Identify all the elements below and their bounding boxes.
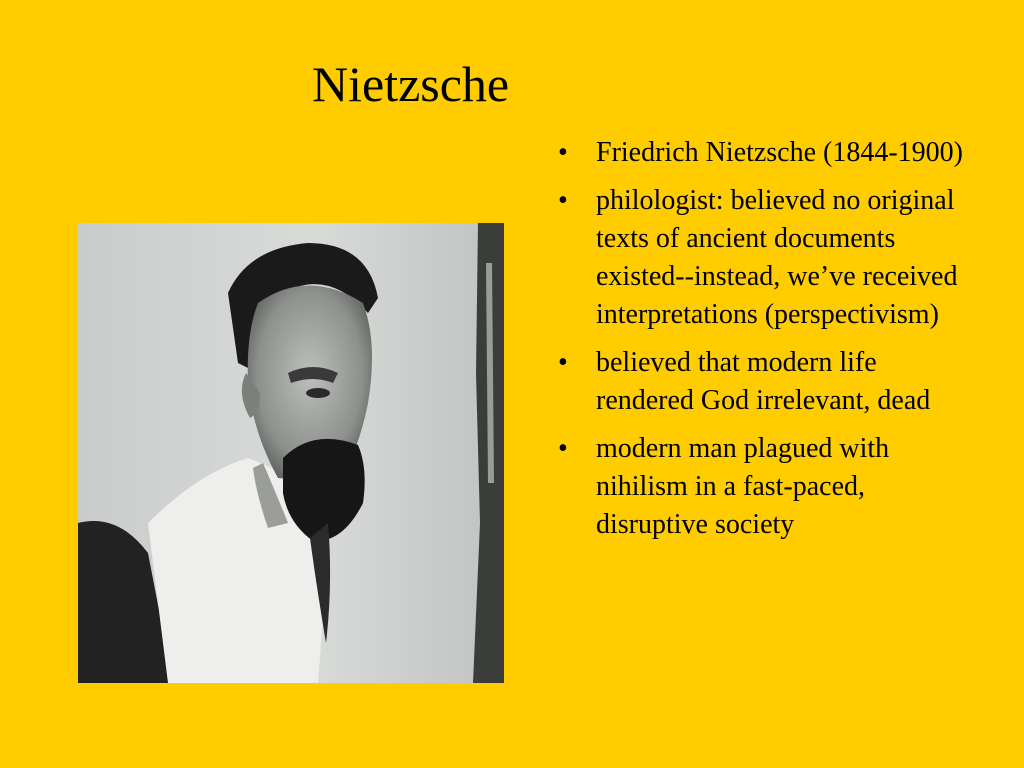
bullet-text: Friedrich Nietzsche (1844-1900) xyxy=(596,137,963,168)
bullet-marker: • xyxy=(558,137,568,168)
bullet-list xyxy=(558,134,978,554)
bullet-item xyxy=(558,182,978,334)
bullet-text: believed that modern life rendered God irrelevant, dead xyxy=(596,347,931,416)
bullet-item xyxy=(558,344,978,420)
bullet-text: modern man plagued with nihilism in a fast-paced, disruptive society xyxy=(596,433,890,540)
bullet-marker: • xyxy=(558,347,568,378)
bullet-marker: • xyxy=(558,185,568,216)
slide-title: Nietzsche xyxy=(312,56,510,112)
bullet-item xyxy=(558,430,978,544)
portrait-illustration xyxy=(78,223,504,683)
portrait-image xyxy=(78,223,504,683)
bullet-text: philologist: believed no original texts of ancient documents existed--instead, we’ve received interpretations (perspectivism) xyxy=(596,185,958,330)
bullet-marker: • xyxy=(558,433,568,464)
bullet-item xyxy=(558,134,978,172)
